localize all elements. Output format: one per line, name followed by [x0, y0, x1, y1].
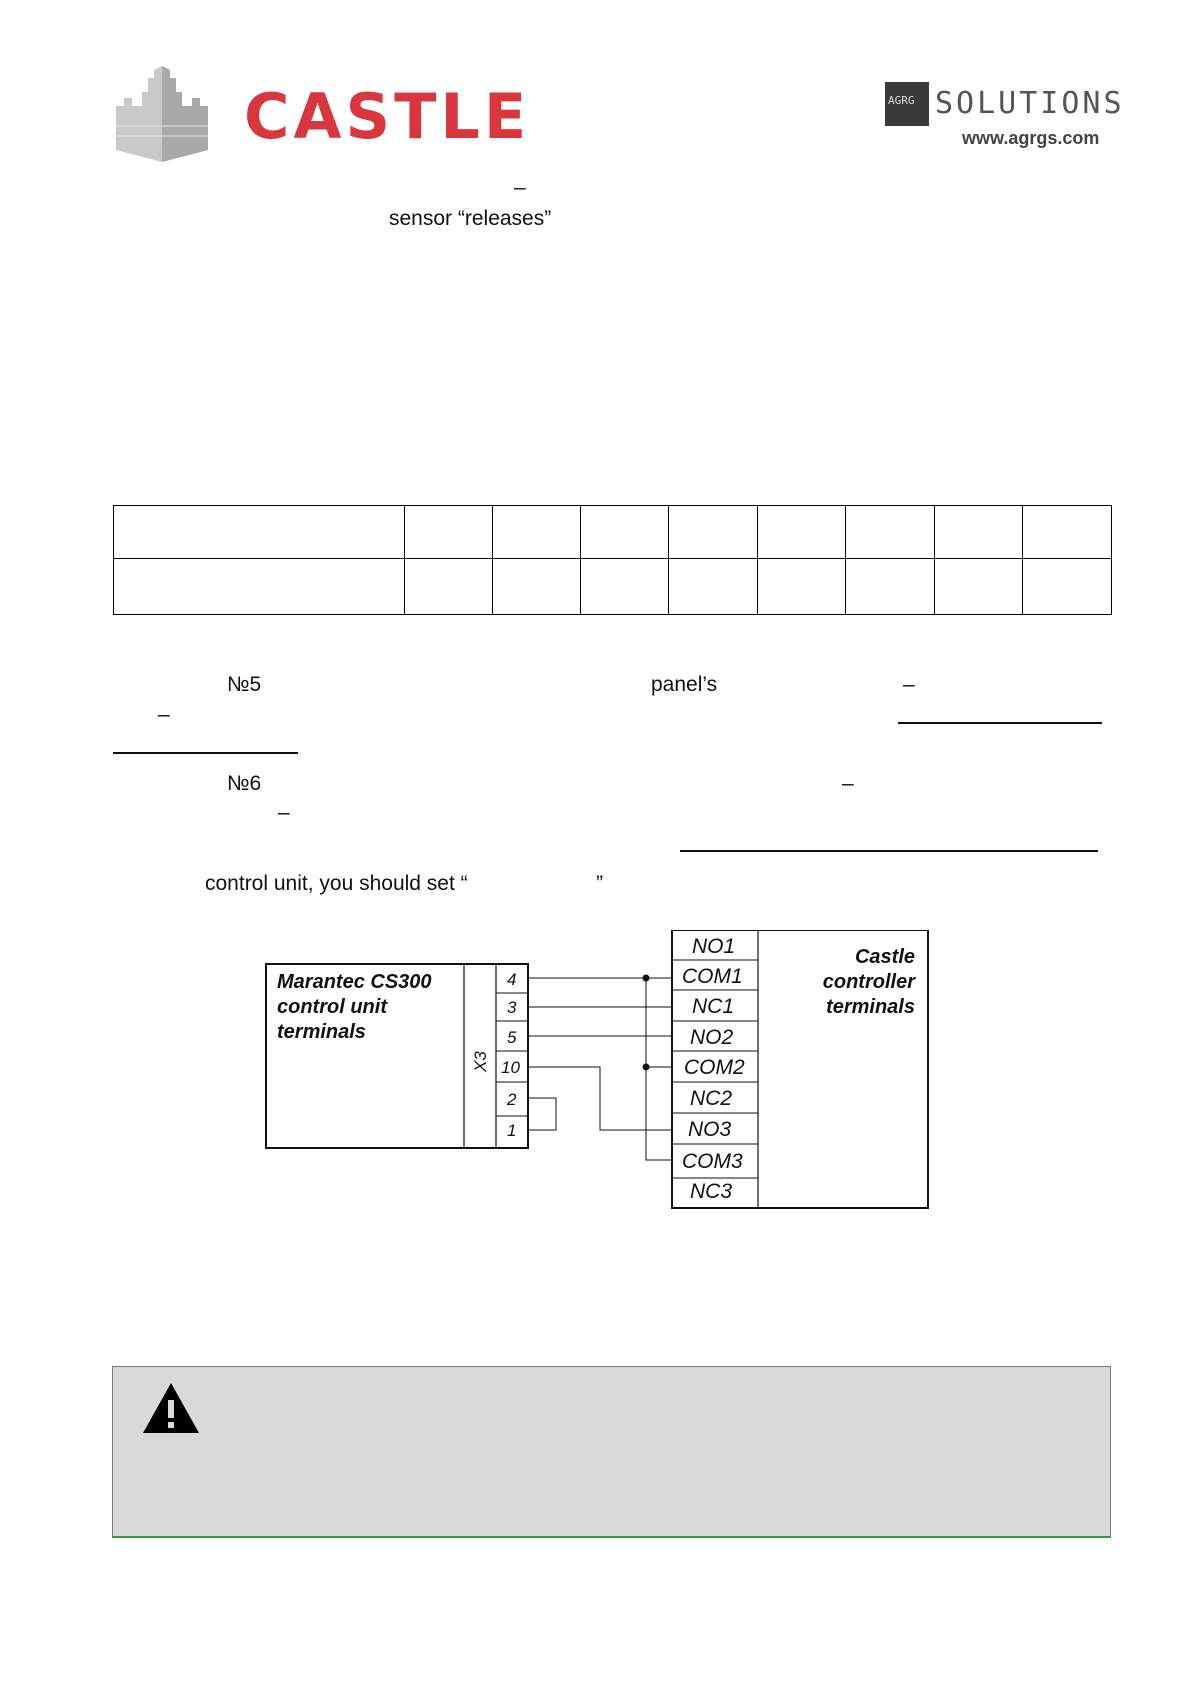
- item-no6: №6: [227, 772, 262, 795]
- table-row: [114, 559, 1112, 615]
- castle-label-line: Castle: [854, 946, 915, 968]
- terminal-label: NC2: [690, 1087, 733, 1110]
- dash-fragment: –: [514, 176, 526, 199]
- marantec-label-line: control unit: [277, 996, 387, 1018]
- terminal-label: COM3: [682, 1150, 743, 1173]
- terminal-label: NO3: [688, 1118, 732, 1141]
- terminal-label: NC3: [690, 1180, 733, 1203]
- agrg-badge-label: AGRG: [888, 94, 915, 107]
- underline-rule: [113, 752, 298, 754]
- terminal-label: NC1: [692, 995, 735, 1018]
- table-cell: [493, 559, 581, 615]
- terminal-label: NO2: [690, 1026, 734, 1049]
- wire-common-bus: [646, 978, 672, 1160]
- table-cell: [114, 506, 405, 559]
- table-cell: [669, 559, 758, 615]
- wire-junction: [643, 1064, 650, 1071]
- item-no5: №5: [227, 673, 262, 696]
- closing-quote: ”: [596, 872, 603, 895]
- dash-fragment: –: [842, 772, 854, 795]
- castle-label-line: controller: [822, 971, 915, 993]
- terminal-label: NO1: [692, 935, 736, 958]
- dash-fragment: –: [903, 673, 915, 696]
- x3-label: X3: [471, 1051, 490, 1072]
- wire-pin2-pin1-jumper: [528, 1098, 556, 1130]
- pin-label: 2: [507, 1090, 517, 1109]
- castle-tower-icon: [112, 66, 212, 162]
- control-unit-text: control unit, you should set “: [205, 872, 468, 895]
- castle-label-line: terminals: [826, 996, 915, 1018]
- marantec-label-line: terminals: [277, 1021, 366, 1043]
- underline-rule: [898, 722, 1102, 724]
- table-cell: [934, 506, 1023, 559]
- panels-text: panel’s: [651, 673, 718, 696]
- wire-junction: [643, 975, 650, 982]
- pin-label: 10: [501, 1058, 520, 1077]
- terminal-label: COM1: [682, 965, 743, 988]
- table-cell: [493, 506, 581, 559]
- data-table: [113, 505, 1112, 615]
- solutions-wordmark: SOLUTIONS: [935, 86, 1125, 121]
- dash-fragment: –: [158, 703, 170, 726]
- castle-logo: [112, 66, 532, 166]
- table-cell: [404, 506, 493, 559]
- pin-label: 4: [507, 970, 517, 989]
- pin-label: 1: [507, 1121, 517, 1140]
- pin-label: 3: [507, 998, 517, 1017]
- table-cell: [934, 559, 1023, 615]
- table-cell: [404, 559, 493, 615]
- table-cell: [580, 506, 669, 559]
- agrg-badge: [885, 82, 929, 126]
- table-cell: [1023, 506, 1112, 559]
- table-cell: [114, 559, 405, 615]
- table-cell: [846, 559, 935, 615]
- table-cell: [1023, 559, 1112, 615]
- terminal-label: COM2: [684, 1056, 745, 1079]
- underline-rule: [680, 850, 1098, 852]
- table-row: [114, 506, 1112, 559]
- sensor-releases-text: sensor “releases”: [389, 207, 552, 230]
- pin-label: 5: [507, 1028, 517, 1047]
- wiring-diagram: [260, 930, 960, 1230]
- warning-triangle-icon: [141, 1381, 201, 1435]
- table-cell: [846, 506, 935, 559]
- dash-fragment: –: [278, 801, 290, 824]
- table-cell: [669, 506, 758, 559]
- wires: [528, 978, 672, 1160]
- table-cell: [757, 506, 846, 559]
- table-cell: [580, 559, 669, 615]
- website-link[interactable]: www.agrgs.com: [962, 128, 1100, 148]
- marantec-label-line: Marantec CS300: [277, 971, 432, 993]
- castle-wordmark: CASTLE: [244, 80, 531, 153]
- table-cell: [757, 559, 846, 615]
- warning-box: [112, 1366, 1111, 1538]
